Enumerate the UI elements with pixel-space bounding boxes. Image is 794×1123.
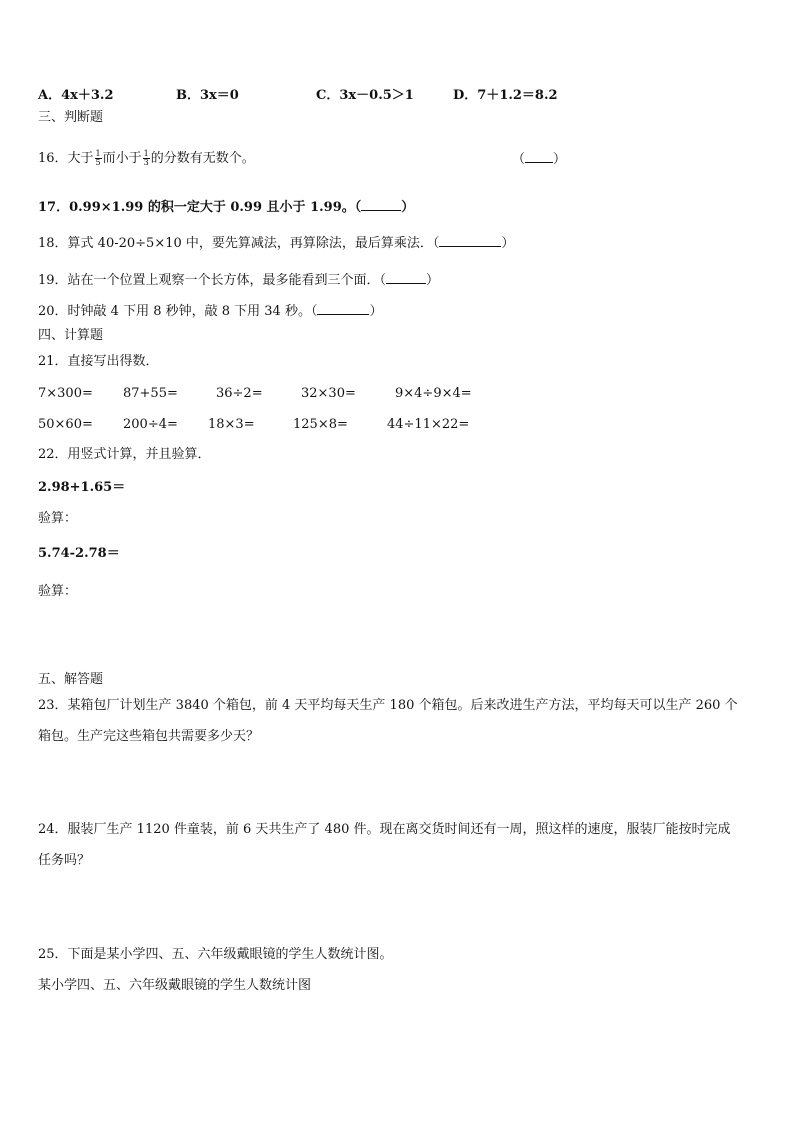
q22-check-label-2: 验算： [38,584,78,599]
calc-item: 87+55= [123,386,178,401]
section-title-calculation: 四、计算题 [38,328,104,343]
question-16 [38,150,255,167]
question-18: 18．算式 40-20÷5×10 中，要先算减法，再算除法，最后算乘法．（ ） [38,236,515,251]
question-24-line-1: 24．服装厂生产 1120 件童装，前 6 天共生产了 480 件。现在离交货时间还有一周，照这样的速度，服装厂能按时完成 [38,822,731,837]
fraction-one-third: $\frac{1}{3}$ [143,149,149,167]
section-title-judgement: 三、判断题 [38,110,104,125]
question-23-line-2: 箱包。生产完这些箱包共需要多少天？ [38,729,260,744]
question-25-line-1: 25．下面是某小学四、五、六年级戴眼镜的学生人数统计图。 [38,947,393,962]
q16-middle: 而小于 [102,151,142,166]
option-b: B．3x＝0 [176,88,239,103]
calc-item: 32×30= [301,386,356,401]
calc-item: 36÷2= [216,386,263,401]
question-22-title: 22．用竖式计算，并且验算． [38,447,211,462]
calc-item: 9×4÷9×4= [395,386,472,401]
fraction-one-fifth: $\frac{1}{5}$ [95,149,101,167]
q18-answer-blank[interactable] [439,234,501,247]
calc-item: 50×60= [38,417,93,432]
question-21-title: 21．直接写出得数． [38,354,159,369]
calc-item: 7×300= [38,386,93,401]
option-d: D．7＋1.2＝8.2 [453,88,558,103]
q20-answer-blank[interactable] [317,302,369,315]
question-19: 19．站在一个位置上观察一个长方体，最多能看到三个面．（ ） [38,273,440,288]
q16-answer-paren: （ ） [512,152,567,167]
q19-answer-blank[interactable] [386,271,426,284]
q16-answer-blank[interactable] [525,150,553,163]
option-a: A．4x＋3.2 [38,88,114,103]
section-title-word-problems: 五、解答题 [38,672,104,687]
question-23-line-1: 23．某箱包厂计划生产 3840 个箱包，前 4 天平均每天生产 180 个箱包。后来改进生产方法，平均每天可以生产 260 个 [38,698,738,713]
calc-item: 125×8= [293,417,348,432]
q17-answer-blank[interactable] [361,198,401,211]
q16-prefix: 16．大于 [38,151,94,166]
calc-item: 44÷11×22= [387,417,470,432]
q22-expression-2: 5.74-2.78＝ [38,546,120,561]
question-17: 17．0.99×1.99 的积一定大于 0.99 且小于 1.99。（ ） [38,200,415,215]
calc-item: 18×3= [208,417,255,432]
question-24-line-2: 任务吗？ [38,853,91,868]
q22-expression-1: 2.98+1.65＝ [38,480,126,495]
q16-suffix: 的分数有无数个。 [150,151,255,166]
chart-caption: 某小学四、五、六年级戴眼镜的学生人数统计图 [38,978,312,993]
calc-item: 200÷4= [123,417,178,432]
question-20: 20．时钟敲 4 下用 8 秒钟，敲 8 下用 34 秒。（ ） [38,304,383,319]
q22-check-label-1: 验算： [38,511,78,526]
option-c: C．3x－0.5＞1 [316,88,414,103]
